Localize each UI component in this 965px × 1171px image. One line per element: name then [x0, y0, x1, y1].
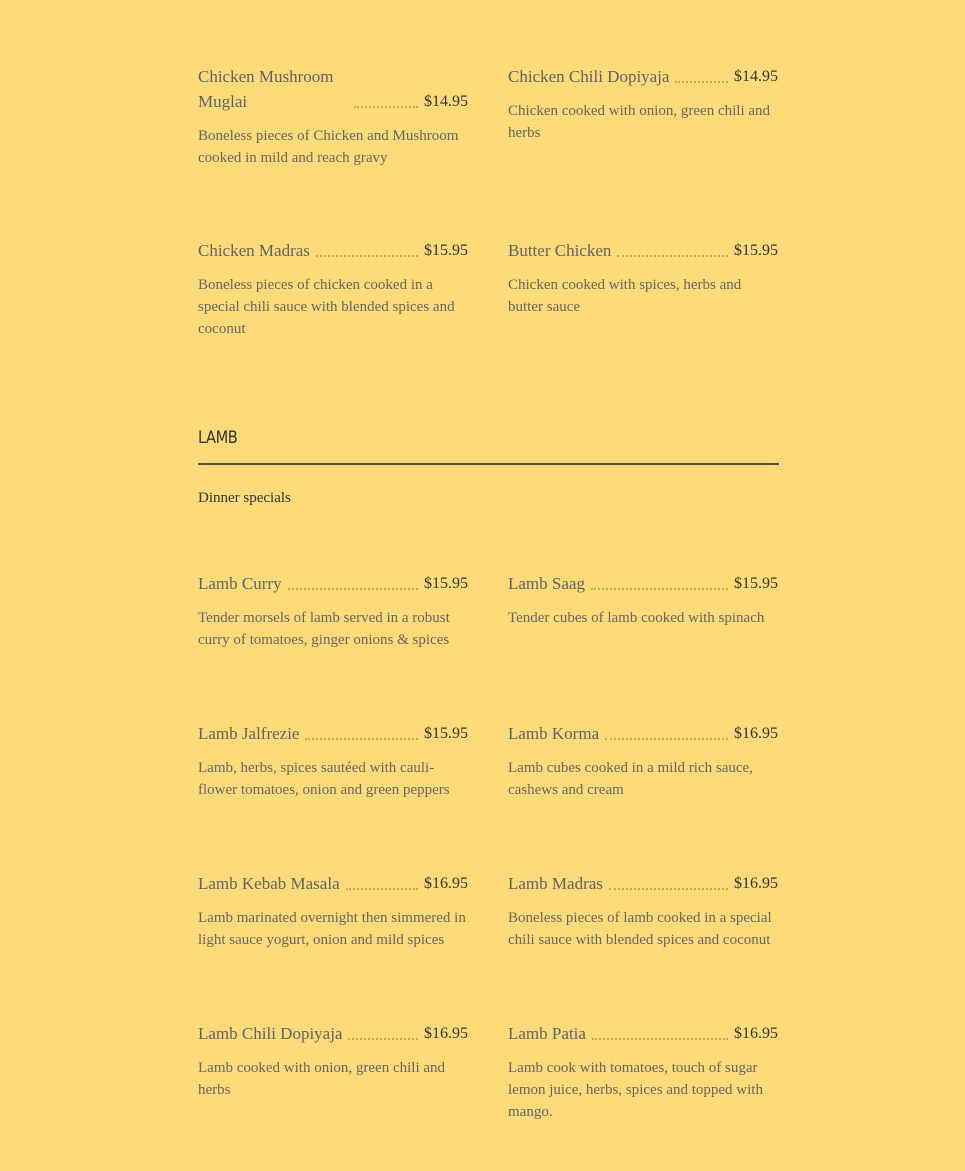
menu-item-header [198, 721, 468, 746]
menu-item-price: $14.95 [424, 93, 468, 110]
menu-item-name: Chicken Chili Dopiyaja [508, 67, 670, 86]
lamb-items-grid [198, 571, 779, 1171]
menu-item-name: Chicken Madras [198, 241, 310, 260]
menu-item-description: Chicken cooked with onion, green chili and herbs [508, 103, 771, 141]
menu-item-price: $16.95 [734, 725, 778, 742]
menu-item-description: Lamb marinated overnight then simmered in light sauce yogurt, onion and mild spices [198, 910, 466, 948]
menu-item-name: Lamb Chili Dopiyaja [198, 1024, 343, 1043]
menu-item-name: Chicken Mushroom Muglai [198, 67, 334, 111]
menu-content [198, 0, 779, 1171]
menu-item-header [508, 238, 778, 263]
menu-item [198, 64, 468, 238]
dotted-leader [605, 738, 728, 740]
menu-item-header [508, 1021, 778, 1046]
menu-item-description: Lamb cook with tomatoes, touch of sugar lemon juice, herbs, spices and topped with mango. [508, 1060, 763, 1120]
menu-item-price: $16.95 [424, 875, 468, 892]
menu-item-price: $15.95 [734, 242, 778, 259]
menu-item-header [198, 64, 468, 114]
dotted-leader [591, 588, 728, 590]
menu-item [508, 871, 778, 1021]
dotted-leader [592, 1038, 728, 1040]
menu-item-header [198, 871, 468, 896]
dotted-leader [346, 888, 418, 890]
menu-item-name: Lamb Korma [508, 724, 600, 743]
menu-item-description: Chicken cooked with spices, herbs and butter sauce [508, 277, 742, 315]
dotted-leader [675, 81, 728, 83]
menu-item-description: Lamb cubes cooked in a mild rich sauce, cashews and cream [508, 760, 753, 798]
menu-item-description: Boneless pieces of Chicken and Mushroom cooked in mild and reach gravy [198, 128, 459, 166]
menu-item-price: $15.95 [734, 575, 778, 592]
menu-item-header [198, 238, 468, 263]
menu-item-description: Boneless pieces of chicken cooked in a special chili sauce with blended spices and coconut [198, 277, 455, 337]
menu-item-price: $16.95 [734, 1025, 778, 1042]
dotted-leader [288, 588, 418, 590]
dotted-leader [617, 255, 728, 257]
menu-item-price: $16.95 [734, 875, 778, 892]
menu-item-description: Boneless pieces of lamb cooked in a special chili sauce with blended spices and coconut [508, 910, 772, 948]
section-divider [198, 463, 779, 465]
menu-item-header [508, 64, 778, 89]
lamb-section-header [198, 424, 779, 507]
menu-item [508, 64, 778, 238]
menu-item-description: Lamb, herbs, spices sautéed with cauli-flower tomatoes, onion and green peppers [198, 760, 450, 798]
menu-item-header [508, 721, 778, 746]
menu-item [198, 1021, 468, 1171]
menu-item-name: Lamb Jalfrezie [198, 724, 300, 743]
menu-item [198, 871, 468, 1021]
dotted-leader [305, 738, 418, 740]
menu-item-description: Tender morsels of lamb served in a robust curry of tomatoes, ginger onions & spices [198, 610, 450, 648]
dotted-leader [609, 888, 728, 890]
menu-item-name: Lamb Saag [508, 574, 585, 593]
menu-item-price: $15.95 [424, 575, 468, 592]
dotted-leader [354, 106, 418, 108]
menu-item-header [508, 571, 778, 596]
menu-item-price: $16.95 [424, 1025, 468, 1042]
menu-item-name: Lamb Patia [508, 1024, 586, 1043]
dotted-leader [316, 255, 418, 257]
menu-item-price: $15.95 [424, 725, 468, 742]
menu-item-name: Lamb Madras [508, 874, 603, 893]
menu-item [198, 571, 468, 721]
dotted-leader [348, 1038, 418, 1040]
menu-item [508, 571, 778, 721]
chicken-items-grid [198, 64, 779, 408]
menu-item [508, 238, 778, 408]
menu-item-header [198, 571, 468, 596]
menu-item-header [508, 871, 778, 896]
menu-item-name: Butter Chicken [508, 241, 612, 260]
section-subtitle: Dinner specials [198, 490, 291, 506]
menu-item [198, 721, 468, 871]
menu-item-description: Tender cubes of lamb cooked with spinach [508, 610, 765, 626]
menu-item-description: Lamb cooked with onion, green chili and herbs [198, 1060, 446, 1098]
menu-item-header [198, 1021, 468, 1046]
section-title: LAMB [198, 428, 238, 448]
menu-item-price: $15.95 [424, 242, 468, 259]
menu-item-name: Lamb Kebab Masala [198, 874, 340, 893]
menu-item [508, 721, 778, 871]
menu-item [198, 238, 468, 408]
menu-item-price: $14.95 [734, 68, 778, 85]
menu-item-name: Lamb Curry [198, 574, 282, 593]
menu-item [508, 1021, 778, 1171]
